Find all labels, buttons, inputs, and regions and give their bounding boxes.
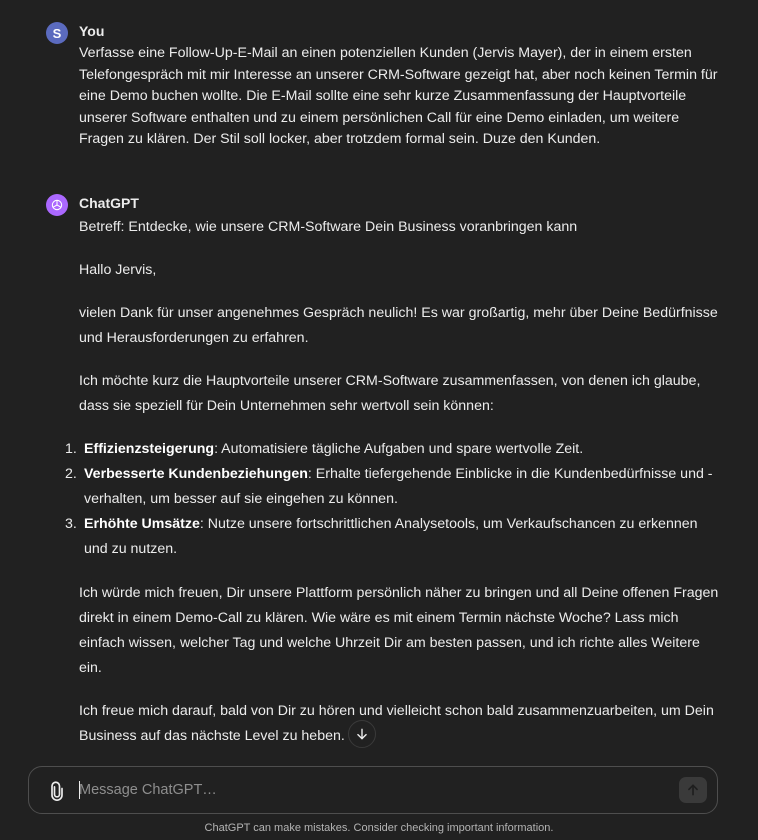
chatgpt-logo-icon <box>46 194 68 216</box>
email-greeting: Hallo Jervis, <box>79 262 157 278</box>
list-item-text: : Nutze unsere fortschrittlichen Analysetools, um Verkaufschancen zu erkennen und zu nutzen. <box>84 516 698 557</box>
arrow-down-icon <box>355 727 369 741</box>
list-item-title: Erhöhte Umsätze <box>84 516 200 532</box>
disclaimer-text: ChatGPT can make mistakes. Consider checking important information. <box>204 822 554 834</box>
list-item-title: Effizienzsteigerung <box>84 441 215 457</box>
email-paragraph: Ich freue mich darauf, bald von Dir zu hören und vielleicht schon bald zusammenzuarbeiten, um Dein Business auf das nächste Level zu heben. <box>79 703 714 744</box>
user-message-text: Verfasse eine Follow-Up-E-Mail an einen potenziellen Kunden (Jervis Mayer), der in einem ersten Telefongespräch mit mir Interesse an unserer CRM-Software gezeigt hat, aber noch keinen Termin für eine Demo buchen wollte. Die E-Mail sollte eine sehr kurze Zusammenfassung der Hauptvorteile unserer Software enthalten und zu einem persönlichen Call für eine Demo einladen, um weitere Fragen zu klären. Der Stil soll locker, aber trotzdem formal sein. Duze den Kunden. <box>79 45 718 147</box>
assistant-message-text <box>65 215 719 767</box>
list-item-text: : Automatisiere tägliche Aufgaben und spare wertvolle Zeit. <box>214 441 584 457</box>
user-author-label: You <box>79 23 105 39</box>
user-avatar: S <box>46 22 68 44</box>
list-number: 1. <box>65 441 77 457</box>
email-paragraph: vielen Dank für unser angenehmes Gespräch neulich! Es war großartig, mehr über Deine Bedürfnisse und Herausforderungen zu erfahren. <box>79 305 718 346</box>
assistant-author-label: ChatGPT <box>79 195 139 211</box>
list-number: 2. <box>65 466 77 482</box>
list-item <box>65 512 719 562</box>
attach-button[interactable] <box>47 780 67 802</box>
arrow-up-icon <box>686 783 700 797</box>
list-number: 3. <box>65 516 77 532</box>
list-item <box>65 437 719 462</box>
message-composer <box>28 766 718 814</box>
send-button[interactable] <box>679 777 707 803</box>
email-paragraph: Ich würde mich freuen, Dir unsere Plattform persönlich näher zu bringen und all Deine offenen Fragen direkt in einem Demo-Call zu klären. Wie wäre es mit einem Termin nächste Woche? Lass mich einfach wissen, welcher Tag und welche Uhrzeit Dir am besten passen, und ich richte alles Weitere ein. <box>79 585 719 676</box>
benefits-list <box>65 437 719 562</box>
paperclip-icon <box>47 780 67 802</box>
list-item-text: : Erhalte tiefergehende Einblicke in die Kundenbedürfnisse und -verhalten, um besser auf sie eingehen zu können. <box>84 466 713 507</box>
email-paragraph: Ich möchte kurz die Hauptvorteile unserer CRM-Software zusammenfassen, von denen ich glaube, dass sie speziell für Dein Unternehmen sehr wertvoll sein können: <box>79 373 701 414</box>
scroll-down-button[interactable] <box>348 720 376 748</box>
list-item <box>65 462 719 512</box>
list-item-title: Verbesserte Kundenbeziehungen <box>84 466 308 482</box>
email-subject: Betreff: Entdecke, wie unsere CRM-Software Dein Business voranbringen kann <box>79 219 578 235</box>
message-input[interactable] <box>79 767 669 813</box>
